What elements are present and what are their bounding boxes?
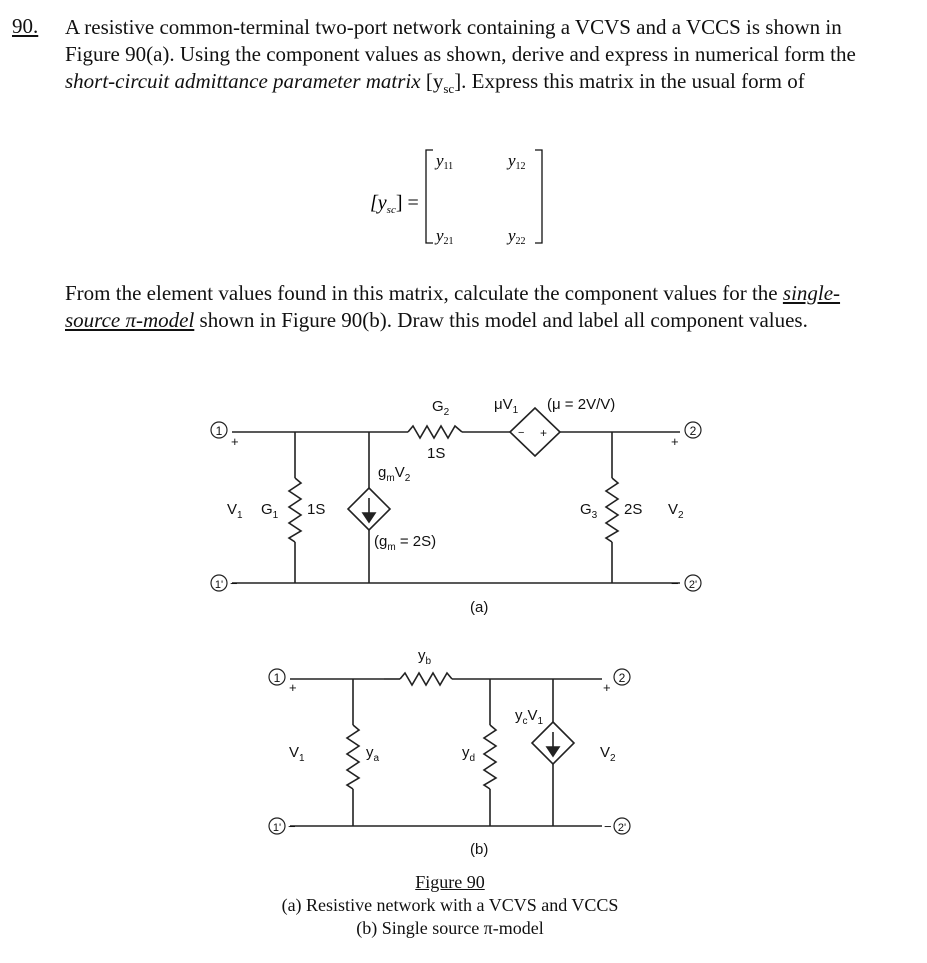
label-b-v1: $V_1$ — [289, 744, 305, 764]
matrix-y21: y21 — [436, 226, 454, 247]
figure-title: Figure 90 — [415, 872, 485, 892]
label-a-vcvs: $\mu V_1$ — [494, 396, 519, 416]
minus-a-1: − — [230, 576, 238, 591]
figure-b-label: (b) — [470, 841, 489, 858]
statement-text-3: ]. Express this matrix in the usual form of — [454, 69, 805, 93]
label-a-mu-value: (μ = 2V/V) — [547, 396, 616, 413]
node-b-1: 1 — [273, 671, 281, 685]
matrix-equation — [370, 150, 542, 247]
matrix-lhs: $[y_{sc}]$ = — [370, 192, 419, 216]
resistor-g3 — [606, 478, 618, 542]
plus-b-1: + — [289, 680, 297, 695]
statement-text: A resistive common-terminal two-port network containing a VCVS and a VCCS is shown in Figure 90(a). Using the component values as shown, derive and express in numerical form the — [65, 15, 856, 66]
label-a-g1-value: 1S — [307, 501, 326, 518]
matrix-bracket-left — [426, 150, 433, 243]
minus-b-1: − — [288, 819, 296, 834]
label-a-g1: $G_1$ — [261, 501, 279, 521]
plus-b-2: + — [603, 680, 611, 695]
figure-caption — [250, 871, 650, 940]
figure-a-label: (a) — [470, 599, 489, 616]
instruction-emphasis: single-source π-model — [65, 281, 841, 332]
label-b-ya: $y_a$ — [366, 744, 380, 764]
circuit-a — [211, 408, 701, 591]
matrix-bracket-right — [535, 150, 542, 243]
caption-line-b: (b) Single source π-model — [356, 918, 544, 938]
circuit-b — [269, 669, 630, 834]
instruction-text: From the element values found in this matrix, calculate the component values for the — [65, 281, 783, 305]
vcvs-minus-sign: − — [518, 427, 525, 439]
resistor-g2 — [408, 426, 462, 438]
resistor-g1 — [289, 478, 301, 542]
caption-line-a: (a) Resistive network with a VCVS and VCCS — [281, 895, 619, 915]
problem-number: 90. — [12, 14, 39, 38]
node-b-2: 2 — [618, 671, 626, 685]
node-a-2p: 2' — [688, 579, 698, 591]
resistor-yb — [400, 673, 452, 685]
label-a-v2: $V_2$ — [668, 501, 684, 521]
resistor-yd — [484, 725, 496, 789]
minus-b-2: − — [604, 819, 612, 834]
node-b-1p: 1' — [272, 822, 282, 834]
matrix-y11: y11 — [436, 151, 454, 172]
vccs-arrow-icon — [363, 513, 375, 522]
node-b-2p: 2' — [617, 822, 627, 834]
statement-sub: sc — [443, 81, 455, 97]
statement-emphasis: short-circuit admittance parameter matrix — [65, 69, 421, 93]
vcvs-plus-sign: + — [540, 426, 548, 440]
node-a-1: 1 — [215, 424, 223, 438]
node-a-1p: 1' — [214, 579, 224, 591]
statement-text-2: [y — [420, 69, 444, 93]
label-b-yd: $y_d$ — [462, 744, 476, 764]
label-a-g2: $G_2$ — [432, 398, 450, 418]
source-b-arrow-icon — [547, 747, 559, 756]
label-a-g3-value: 2S — [624, 501, 643, 518]
label-a-g3: $G_3$ — [580, 501, 598, 521]
matrix-y12: y12 — [508, 151, 526, 172]
label-b-v2: $V_2$ — [600, 744, 616, 764]
plus-a-2: + — [671, 434, 679, 449]
label-a-gm-value: $(g_m = 2S)$ — [374, 533, 437, 553]
label-a-v1: $V_1$ — [227, 501, 243, 521]
label-b-source: $y_cV_1$ — [515, 707, 544, 727]
label-a-g2-value: 1S — [427, 445, 446, 462]
label-b-yb: $y_b$ — [418, 647, 432, 667]
matrix-y22: y22 — [508, 226, 526, 247]
plus-a-1: + — [231, 434, 239, 449]
instruction-text-2: shown in Figure 90(b). Draw this model and label all component values. — [194, 308, 808, 332]
minus-a-2: − — [671, 576, 679, 591]
label-a-vccs: $g_mV_2$ — [378, 464, 411, 484]
node-a-2: 2 — [689, 424, 697, 438]
resistor-ya — [347, 725, 359, 789]
